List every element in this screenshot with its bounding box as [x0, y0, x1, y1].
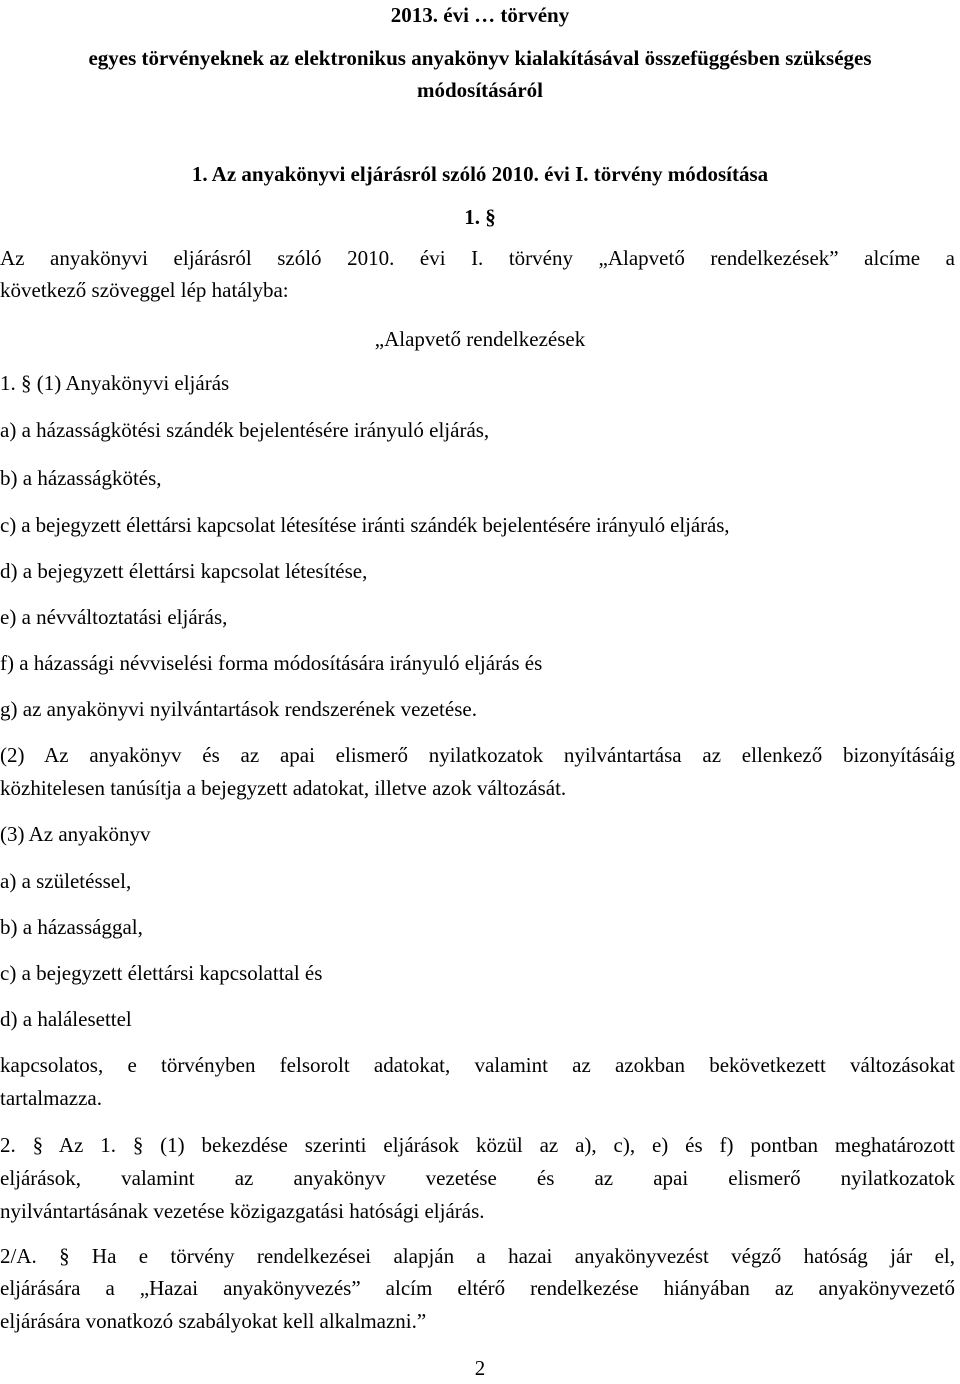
section-2-line1: 2. § Az 1. § (1) bekezdése szerinti eljárások közül az a), c), e) és f) pontban meghatározott — [0, 1133, 955, 1157]
section-2a-line1: 2/A. § Ha e törvény rendelkezései alapján a hazai anyakönyvezést végző hatóság jár el, — [0, 1244, 955, 1268]
list-item-c: c) a bejegyzett élettársi kapcsolat létesítése iránti szándék bejelentésére irányuló eljárás, — [0, 513, 730, 537]
quoted-subtitle: „Alapvető rendelkezések — [374, 327, 586, 351]
list-item-e: e) a névváltoztatási eljárás, — [0, 605, 228, 629]
section-2-line3: nyilvántartásának vezetése közigazgatási hatósági eljárás. — [0, 1199, 485, 1223]
list-item-f: f) a házassági névviselési forma módosítására irányuló eljárás és — [0, 651, 543, 675]
list-item-b: b) a házassággal, — [0, 915, 143, 939]
paragraph-2-line1: (2) Az anyakönyv és az apai elismerő nyilatkozatok nyilvántartása az ellenkező bizonyításáig — [0, 743, 955, 767]
law-subtitle-line1: egyes törvényeknek az elektronikus anyakönyv kialakításával összefüggésben szükséges — [88, 46, 872, 70]
list-item-c: c) a bejegyzett élettársi kapcsolattal és — [0, 961, 323, 985]
paragraph-2-line2: közhitelesen tanúsítja a bejegyzett adatokat, illetve azok változását. — [0, 776, 567, 800]
section-2a-line3: eljárására vonatkozó szabályokat kell alkalmazni.” — [0, 1309, 427, 1333]
list-item-d: d) a bejegyzett élettársi kapcsolat létesítése, — [0, 559, 368, 583]
list-item-g: g) az anyakönyvi nyilvántartások rendszerének vezetése. — [0, 697, 477, 721]
paragraph-1-heading: 1. § (1) Anyakönyvi eljárás — [0, 371, 230, 395]
page-number: 2 — [474, 1356, 486, 1380]
law-subtitle-line2: módosításáról — [417, 78, 543, 102]
list-item-d: d) a halálesettel — [0, 1007, 132, 1031]
chapter-heading: 1. Az anyakönyvi eljárásról szóló 2010. évi I. törvény módosítása — [191, 162, 769, 186]
list-item-a: a) a születéssel, — [0, 869, 132, 893]
section-2a-line2: eljárására a „Hazai anyakönyvezés” alcím eltérő rendelkezése hiányában az anyakönyvezető — [0, 1276, 955, 1300]
list-item-a: a) a házasságkötési szándék bejelentésére irányuló eljárás, — [0, 418, 490, 442]
section-2-line2: eljárások, valamint az anyakönyv vezetése és az apai elismerő nyilatkozatok — [0, 1166, 955, 1190]
law-title: 2013. évi … törvény — [390, 3, 570, 27]
paragraph-3-closing-line1: kapcsolatos, e törvényben felsorolt adatokat, valamint az azokban bekövetkezett változásokat — [0, 1053, 955, 1077]
paragraph-3-closing-line2: tartalmazza. — [0, 1086, 103, 1110]
intro-line2: következő szöveggel lép hatályba: — [0, 278, 289, 302]
section-number: 1. § — [464, 205, 496, 229]
list-item-b: b) a házasságkötés, — [0, 466, 162, 490]
intro-line1: Az anyakönyvi eljárásról szóló 2010. évi I. törvény „Alapvető rendelkezések” alcíme a — [0, 246, 955, 270]
paragraph-3-heading: (3) Az anyakönyv — [0, 822, 151, 846]
